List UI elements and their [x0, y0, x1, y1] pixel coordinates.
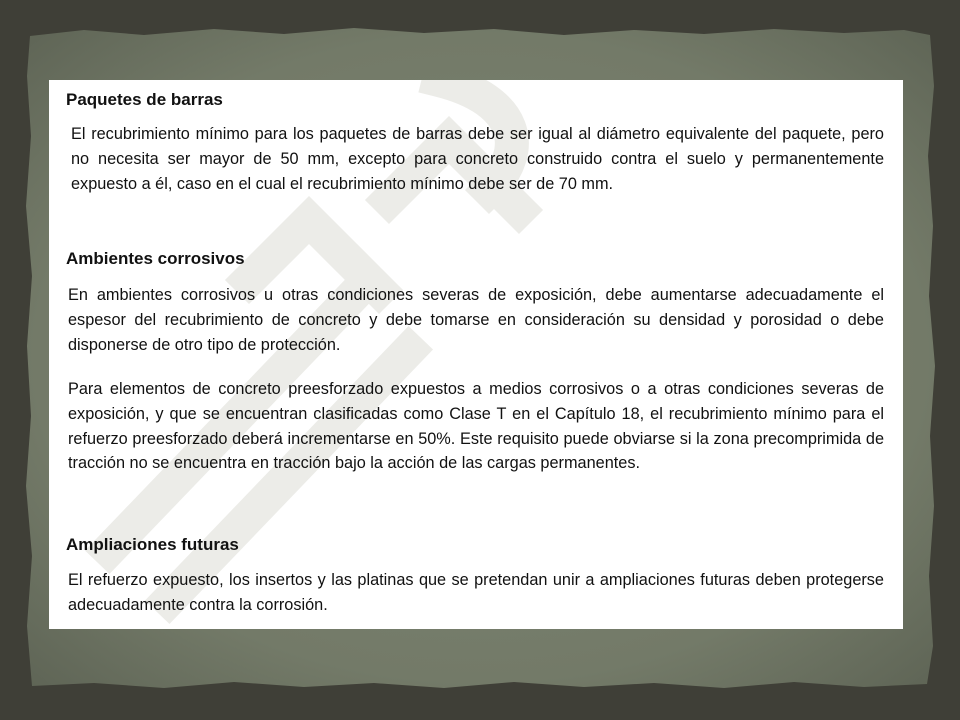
paragraph-paquetes-de-barras: El recubrimiento mínimo para los paquetes de barras debe ser igual al diámetro equivalente del paquete, pero no necesita ser mayor de 50 mm, excepto para concreto construido contra el suelo y permanentemente expuesto a él, caso en el cual el recubrimiento mínimo debe ser de 70 mm. [71, 125, 884, 193]
paragraph-ambientes-corrosivos-2: Para elementos de concreto preesforzado expuestos a medios corrosivos o a otras condiciones severas de exposición, y que se encuentran clasificadas como Clase T en el Capítulo 18, el recubrimiento mínimo para el refuerzo preesforzado deberá incrementarse en 50%. Este requisito puede obviarse si la zona precomprimida de tracción no se encuentra en tracción bajo la acción de las cargas permanentes. [68, 380, 884, 473]
heading-paquetes-de-barras: Paquetes de barras [66, 90, 223, 109]
paragraph-ampliaciones-futuras: El refuerzo expuesto, los insertos y las platinas que se pretendan unir a ampliaciones futuras deben protegerse adecuadamente contra la corrosión. [68, 571, 884, 614]
document-page [49, 80, 903, 629]
heading-ambientes-corrosivos: Ambientes corrosivos [66, 249, 245, 268]
paragraph-ambientes-corrosivos-1: En ambientes corrosivos u otras condiciones severas de exposición, debe aumentarse adecuadamente el espesor del recubrimiento de concreto y debe tomarse en consideración su densidad y porosidad o debe disponerse de otro tipo de protección. [68, 286, 884, 354]
heading-ampliaciones-futuras: Ampliaciones futuras [66, 535, 239, 554]
document-content [49, 80, 903, 629]
